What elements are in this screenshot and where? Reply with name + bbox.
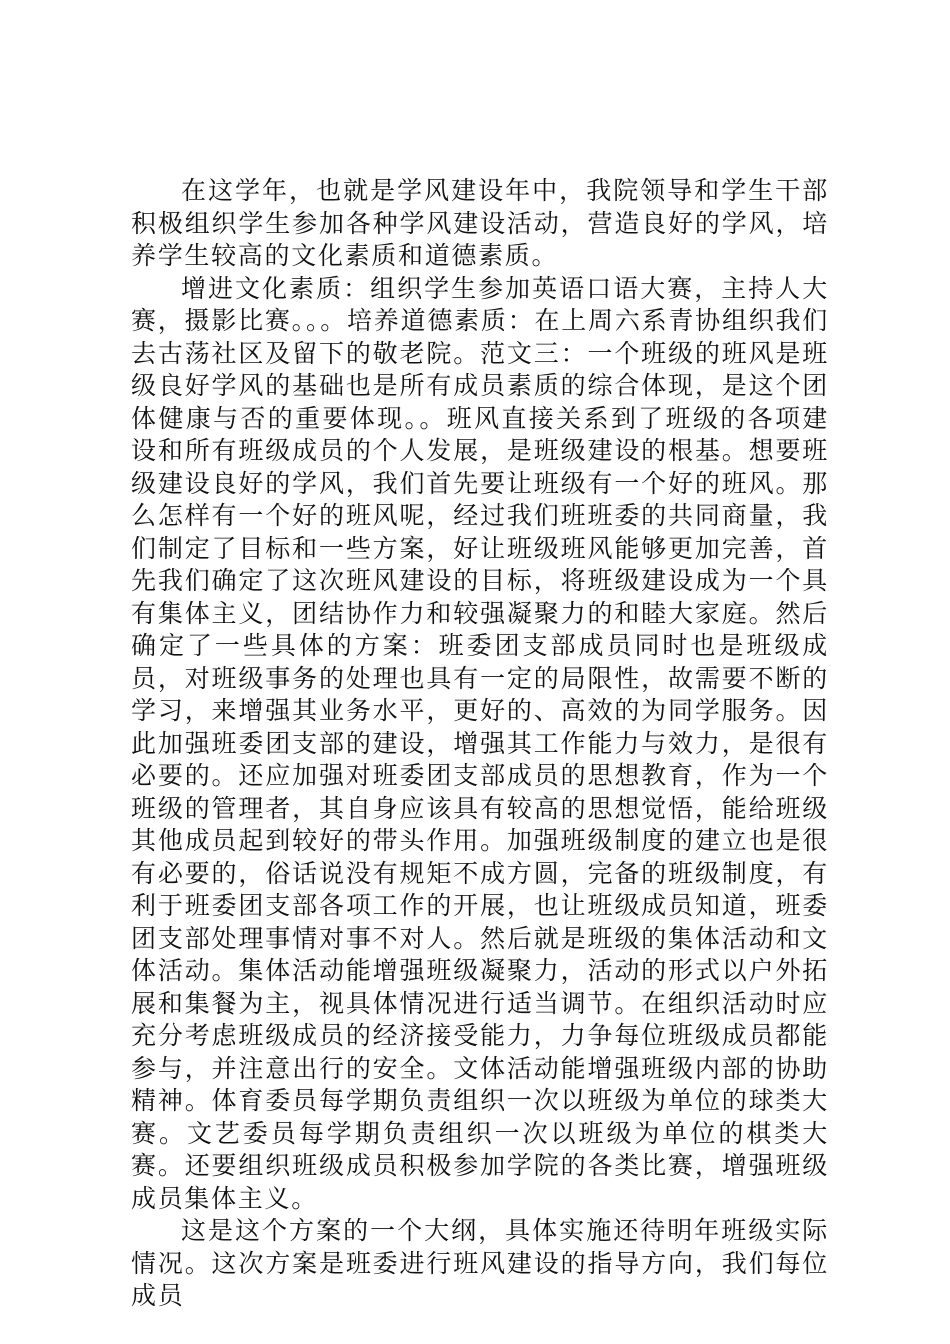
paragraph-1: 在这学年，也就是学风建设年中，我院领导和学生干部积极组织学生参加各种学风建设活动，营造良好的学风，培养学生较高的文化素质和道德素质。 (131, 176, 829, 270)
paragraph-2: 增进文化素质：组织学生参加英语口语大赛，主持人大赛，摄影比赛。。。培养道德素质：在上周六系青协组织我们去古荡社区及留下的敬老院。范文三：一个班级的班风是班级良好学风的基础也是所有成员素质的综合体现，是这个团体健康与否的重要体现。。班风直接关系到了班级的各项建设和所有班级成员的个人发展，是班级建设的根基。想要班级建设良好的学风，我们首先要让班级有一个好的班风。那么怎样有一个好的班风呢，经过我们班班委的共同商量，我们制定了目标和一些方案，好让班级班风能够更加完善，首先我们确定了这次班风建设的目标，将班级建设成为一个具有集体主义，团结协作力和较强凝聚力的和睦大家庭。然后确定了一些具体的方案：班委团支部成员同时也是班级成员，对班级事务的处理也具有一定的局限性，故需要不断的学习，来增强其业务水平，更好的、高效的为同学服务。因此加强班委团支部的建设，增强其工作能力与效力，是很有必要的。还应加强对班委团支部成员的思想教育，作为一个班级的管理者，其自身应该具有较高的思想觉悟，能给班级其他成员起到较好的带头作用。加强班级制度的建立也是很有必要的，俗话说没有规矩不成方圆，完备的班级制度，有利于班委团支部各项工作的开展，也让班级成员知道，班委团支部处理事情对事不对人。然后就是班级的集体活动和文体活动。集体活动能增强班级凝聚力，活动的形式以户外拓展和集餐为主，视具体情况进行适当调节。在组织活动时应充分考虑班级成员的经济接受能力，力争每位班级成员都能参与，并注意出行的安全。文体活动能增强班级内部的协助精神。体育委员每学期负责组织一次以班级为单位的球类大赛。文艺委员每学期负责组织一次以班级为单位的棋类大赛。还要组织班级成员积极参加学院的各类比赛，增强班级成员集体主义。 (131, 273, 829, 1213)
document-body (131, 175, 829, 1313)
paragraph-3: 这是这个方案的一个大纲，具体实施还待明年班级实际情况。这次方案是班委进行班风建设的指导方向，我们每位成员 (131, 1216, 829, 1310)
